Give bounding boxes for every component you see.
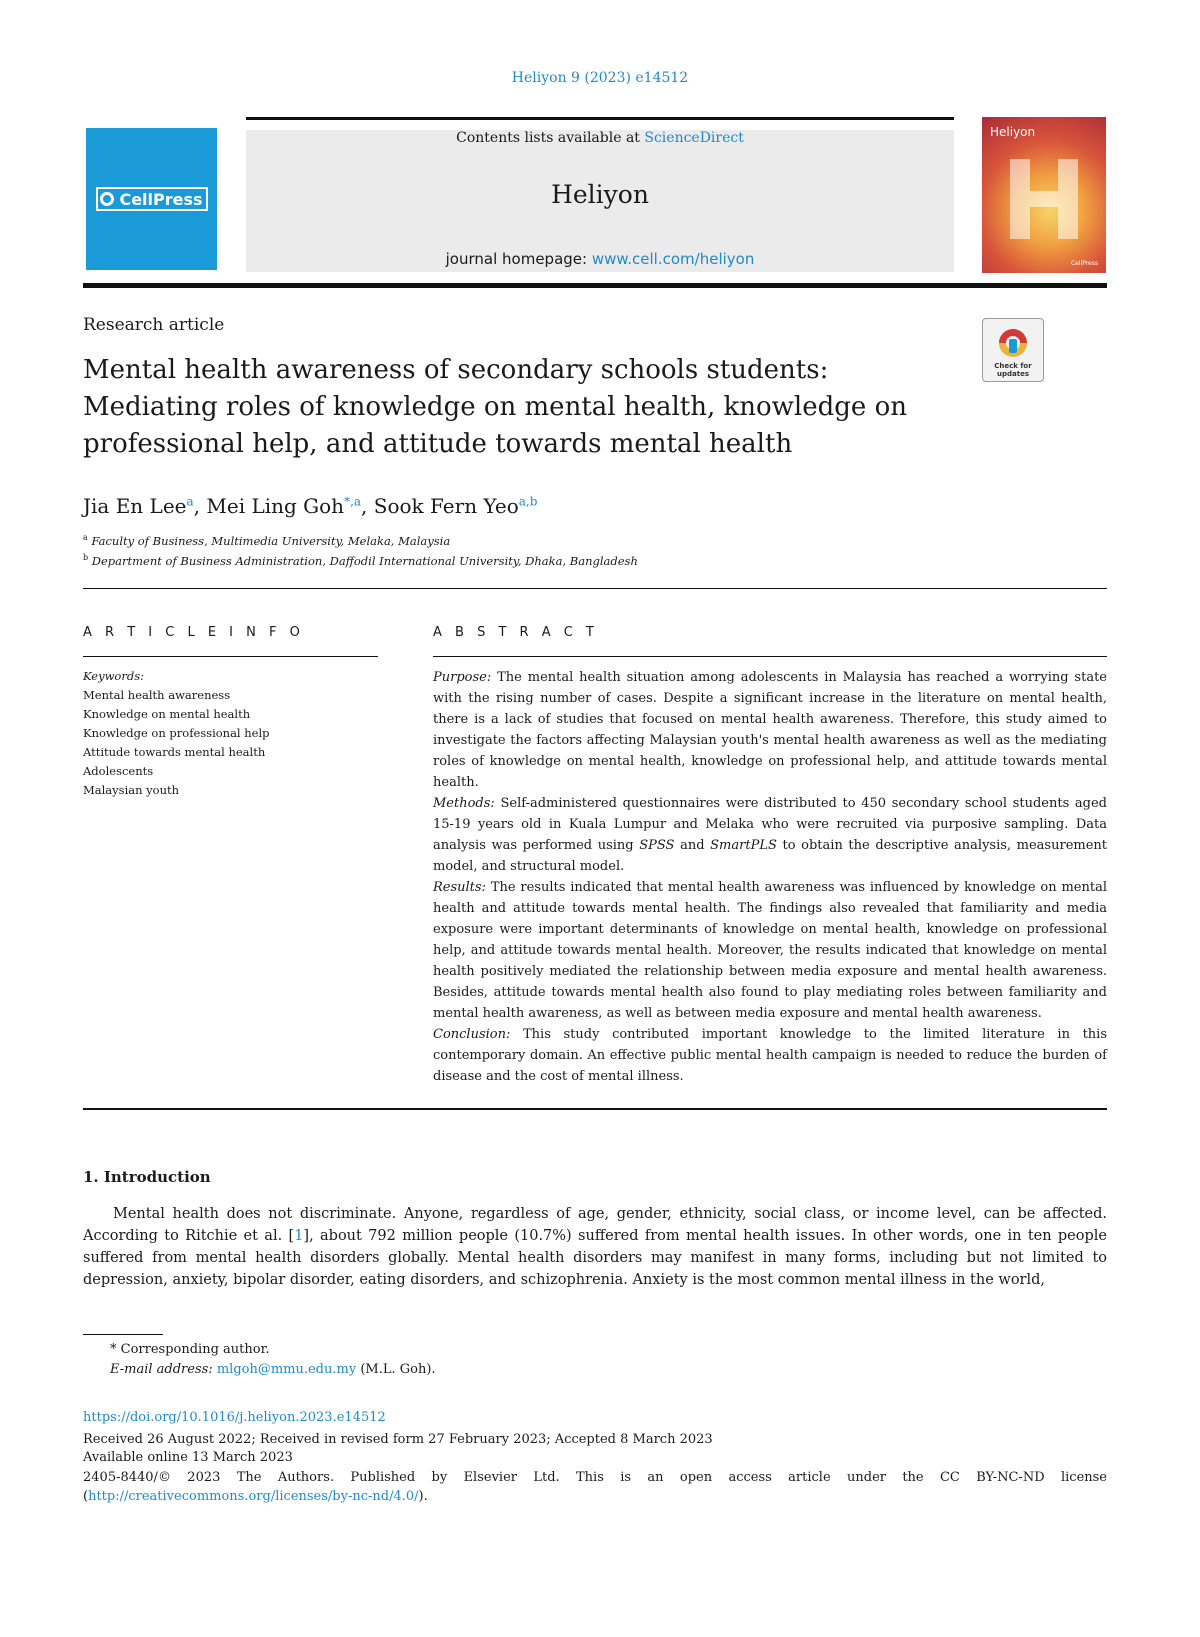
abstract-conclusion: Conclusion: This study contributed important knowledge to the limited literature in this contemporary domain. An effective public mental health campaign is needed to reduce the burden of disease and the cost of mental illness.: [433, 1027, 1107, 1084]
cover-h-icon: [1006, 155, 1082, 243]
abstract-methods: Methods: Self-administered questionnaires were distributed to 450 secondary school students aged 15-19 years old in Kuala Lumpur and Melaka who were recruited via purposive sampling. Data analysis was performed using SPSS and SmartPLS to obtain the descriptive analysis, measurement model, and structural model.: [433, 796, 1107, 874]
section-heading-introduction: 1. Introduction: [83, 1168, 211, 1186]
keyword-item: Knowledge on professional help: [83, 726, 270, 740]
journal-name: Heliyon: [551, 180, 649, 209]
svg-text:Check for: Check for: [994, 362, 1032, 370]
keyword-item: Malaysian youth: [83, 783, 180, 797]
cellpress-mark-icon: [100, 192, 114, 206]
introduction-body: [83, 1203, 1107, 1291]
article-info-heading: A R T I C L E I N F O: [83, 625, 305, 640]
journal-cover[interactable]: [982, 117, 1106, 273]
abstract-body: [433, 667, 1107, 1087]
article-title: Mental health awareness of secondary schools students: Mediating roles of knowledge on mental health, knowledge on professional help, and attitude towards mental health: [83, 355, 907, 459]
author-name[interactable]: Sook Fern Yeo: [373, 494, 519, 518]
email-note: E-mail address: mlgoh@mmu.edu.my (M.L. Goh).: [110, 1362, 436, 1377]
keywords-block: [83, 667, 270, 800]
keyword-item: Mental health awareness: [83, 688, 231, 702]
affiliation-a: $^a$ Faculty of Business, Multimedia University, Melaka, Malaysia: [83, 533, 451, 548]
author-affil-mark[interactable]: a,b: [518, 494, 538, 509]
article-info-divider: [83, 656, 378, 657]
corresponding-author-note: * Corresponding author.: [110, 1342, 270, 1357]
journal-citation[interactable]: Heliyon 9 (2023) e14512: [511, 70, 689, 86]
header-bottom-rule: [83, 283, 1107, 288]
license-line: 2405-8440/© 2023 The Authors. Published by Elsevier Ltd. This is an open access article under the CC BY-NC-ND license (http://creativecommons.org/licenses/by-nc-nd/4.0/).: [83, 1470, 1107, 1504]
keywords-label: Keywords:: [83, 669, 144, 683]
reference-link[interactable]: 1: [294, 1228, 304, 1244]
cover-publisher: CellPress: [1070, 260, 1098, 267]
author-list: Jia En Lee$^a$, Mei Ling Goh$^{*,a}$, Sook Fern Yeo$^{a,b}$: [83, 494, 538, 518]
received-dates: Received 26 August 2022; Received in revised form 27 February 2023; Accepted 8 March 2023: [83, 1432, 713, 1447]
keyword-item: Attitude towards mental health: [83, 745, 266, 759]
footnote-divider: [83, 1334, 163, 1335]
abstract-purpose: Purpose: The mental health situation among adolescents in Malaysia has reached a worrying state with the rising number of cases. Despite a significant increase in the literature on mental health, there is a lack of studies that focused on mental health awareness. Therefore, this study aimed to investigate the factors affecting Malaysian youth's mental health awareness as well as the mediating roles of knowledge on mental health, knowledge on professional help, and attitude towards mental health.: [433, 670, 1107, 790]
doi-line: [83, 1410, 1107, 1425]
cellpress-logo[interactable]: [86, 128, 217, 270]
svg-text:updates: updates: [997, 370, 1029, 378]
keyword-item: Knowledge on mental health: [83, 707, 251, 721]
affiliation-b: $^b$ Department of Business Administration, Daffodil International University, Dhaka, Bangladesh: [83, 553, 638, 568]
abstract-heading: A B S T R A C T: [433, 625, 599, 640]
article-type: Research article: [83, 315, 225, 335]
sciencedirect-link[interactable]: ScienceDirect: [644, 130, 744, 146]
contents-line: Contents lists available at ScienceDirect: [456, 130, 744, 146]
available-online: Available online 13 March 2023: [83, 1450, 293, 1465]
abstract-results: Results: The results indicated that mental health awareness was influenced by knowledge on mental health and attitude towards mental health. The findings also revealed that familiarity and media exposure were important determinants of knowledge on mental health, knowledge on professional help, and attitude towards mental health. Moreover, the results indicated that knowledge on mental health positively mediated the relationship between media exposure and mental health awareness. Besides, attitude towards mental health also found to play mediating roles between familiarity and mental health awareness, as well as between media exposure and mental health awareness.: [433, 880, 1107, 1021]
journal-homepage: journal homepage: www.cell.com/heliyon: [445, 250, 755, 268]
author-affil-mark[interactable]: *,a: [344, 494, 362, 509]
cellpress-badge: CellPress: [96, 187, 208, 211]
author-name[interactable]: Jia En Lee: [83, 494, 187, 518]
check-for-updates-icon: [983, 319, 1043, 381]
keyword-item: Adolescents: [83, 764, 154, 778]
abstract-bottom-rule: [83, 1108, 1107, 1110]
cover-title: Heliyon: [990, 125, 1036, 139]
doi-link[interactable]: https://doi.org/10.1016/j.heliyon.2023.e14512: [83, 1410, 386, 1425]
license-link[interactable]: http://creativecommons.org/licenses/by-nc-nd/4.0/: [88, 1489, 419, 1504]
author-affil-mark[interactable]: a: [186, 494, 194, 509]
intro-paragraph: Mental health does not discriminate. Anyone, regardless of age, gender, ethnicity, social class, or income level, can be affected. According to Ritchie et al. [1], about 792 million people (10.7%) suffered from mental health issues. In other words, one in ten people suffered from mental health disorders globally. Mental health disorders may manifest in many forms, including but not limited to depression, anxiety, bipolar disorder, eating disorders, and schizophrenia. Anxiety is the most common mental illness in the world,: [83, 1206, 1107, 1288]
email-link[interactable]: mlgoh@mmu.edu.my: [216, 1362, 357, 1377]
homepage-link[interactable]: www.cell.com/heliyon: [591, 250, 755, 268]
header-top-rule: [246, 117, 954, 120]
abstract-divider: [433, 656, 1107, 657]
author-name[interactable]: Mei Ling Goh: [206, 494, 345, 518]
check-for-updates-button[interactable]: [982, 318, 1044, 382]
affiliation-divider: [83, 588, 1107, 589]
